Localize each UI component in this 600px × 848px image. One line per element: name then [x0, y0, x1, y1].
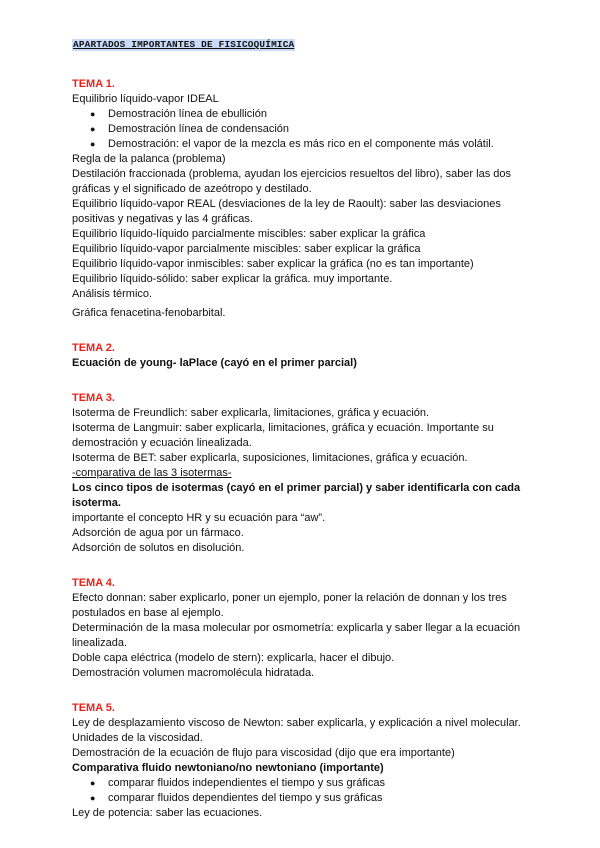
bullet-icon: ●: [90, 109, 96, 119]
tema3-line: importante el concepto HR y su ecuación para “aw”.: [72, 512, 326, 524]
tema4-line: Determinación de la masa molecular por osmometría: explicarla y saber llegar a la ecuación linealizada.: [72, 622, 521, 649]
tema3-heading: TEMA 3.: [72, 392, 115, 404]
tema1-line: Equilibrio líquido-vapor IDEAL: [72, 93, 219, 105]
list-item: ● comparar fluidos independientes el tiempo y sus gráficas: [90, 777, 385, 789]
tema5-line: Unidades de la viscosidad.: [72, 732, 203, 744]
tema1-line: Gráfica fenacetina-fenobarbital.: [72, 307, 226, 319]
tema3-line: Los cinco tipos de isotermas (cayó en el primer parcial) y saber identificarla con cada isoterma.: [72, 482, 521, 509]
bullet-icon: ●: [90, 793, 96, 803]
tema3-line: Isoterma de BET: saber explicarla, suposiciones, limitaciones, gráfica y ecuación.: [72, 452, 468, 464]
tema1-line: Análisis térmico.: [72, 288, 153, 300]
tema3-line: Adsorción de solutos en disolución.: [72, 542, 245, 554]
tema1-line: Equilibrio líquido-vapor REAL (desviaciones de la ley de Raoult): saber las desviaciones positivas y negativas y las 4 gráficas.: [72, 198, 501, 225]
tema1-line: Equilibrio líquido-vapor inmiscibles: saber explicar la gráfica (no es tan importante): [72, 258, 474, 270]
tema1-heading: TEMA 1.: [72, 78, 115, 90]
list-item: ● Demostración: el vapor de la mezcla es más rico en el componente más volátil.: [90, 138, 494, 150]
tema5-line: Demostración de la ecuación de flujo para viscosidad (dijo que era importante): [72, 747, 455, 759]
tema3-line: Adsorción de agua por un fármaco.: [72, 527, 244, 539]
tema5-line: Ley de desplazamiento viscoso de Newton: saber explicarla, y explicación a nivel molecular.: [72, 717, 521, 729]
tema3-line: -comparativa de las 3 isotermas-: [72, 467, 232, 479]
tema2-line: Ecuación de young- laPlace (cayó en el primer parcial): [72, 357, 357, 369]
tema5-heading: TEMA 5.: [72, 702, 115, 714]
tema1-line: Equilibrio líquido-líquido parcialmente miscibles: saber explicar la gráfica: [72, 228, 426, 240]
tema4-heading: TEMA 4.: [72, 577, 115, 589]
bullet-icon: ●: [90, 778, 96, 788]
tema1-line: Regla de la palanca (problema): [72, 153, 226, 165]
tema5-line: Ley de potencia: saber las ecuaciones.: [72, 807, 263, 819]
document-page: [72, 34, 542, 821]
tema4-line: Doble capa eléctrica (modelo de stern): explicarla, hacer el dibujo.: [72, 652, 395, 664]
tema4-line: Efecto donnan: saber explicarlo, poner un ejemplo, poner la relación de donnan y los tres postulados en base al ejemplo.: [72, 592, 507, 619]
tema1-bullet-list: [72, 107, 542, 152]
tema3-line: Isoterma de Langmuir: saber explicarla, limitaciones, gráfica y ecuación. Importante su demostración y ecuación linealizada.: [72, 422, 494, 449]
tema5-bullet-list: [72, 776, 542, 806]
bullet-icon: ●: [90, 139, 96, 149]
list-item: ● Demostración línea de ebullición: [90, 108, 267, 120]
list-item: ● Demostración línea de condensación: [90, 123, 290, 135]
tema3-line: Isoterma de Freundlich: saber explicarla, limitaciones, gráfica y ecuación.: [72, 407, 430, 419]
document-title: APARTADOS IMPORTANTES DE FISICOQUÍMICA: [73, 39, 295, 50]
tema1-line: Equilibrio líquido-sólido: saber explicar la gráfica. muy importante.: [72, 273, 393, 285]
tema1-line: Equilibrio líquido-vapor parcialmente miscibles: saber explicar la gráfica: [72, 243, 421, 255]
tema1-line: Destilación fraccionada (problema, ayudan los ejercicios resueltos del libro), saber las dos gráficas y el significado de azeótropo y destilado.: [72, 168, 511, 195]
tema5-line: Comparativa fluido newtoniano/no newtoniano (importante): [72, 762, 384, 774]
list-item: ● comparar fluidos dependientes del tiempo y sus gráficas: [90, 792, 383, 804]
tema2-heading: TEMA 2.: [72, 342, 115, 354]
tema4-line: Demostración volumen macromolécula hidratada.: [72, 667, 315, 679]
bullet-icon: ●: [90, 124, 96, 134]
